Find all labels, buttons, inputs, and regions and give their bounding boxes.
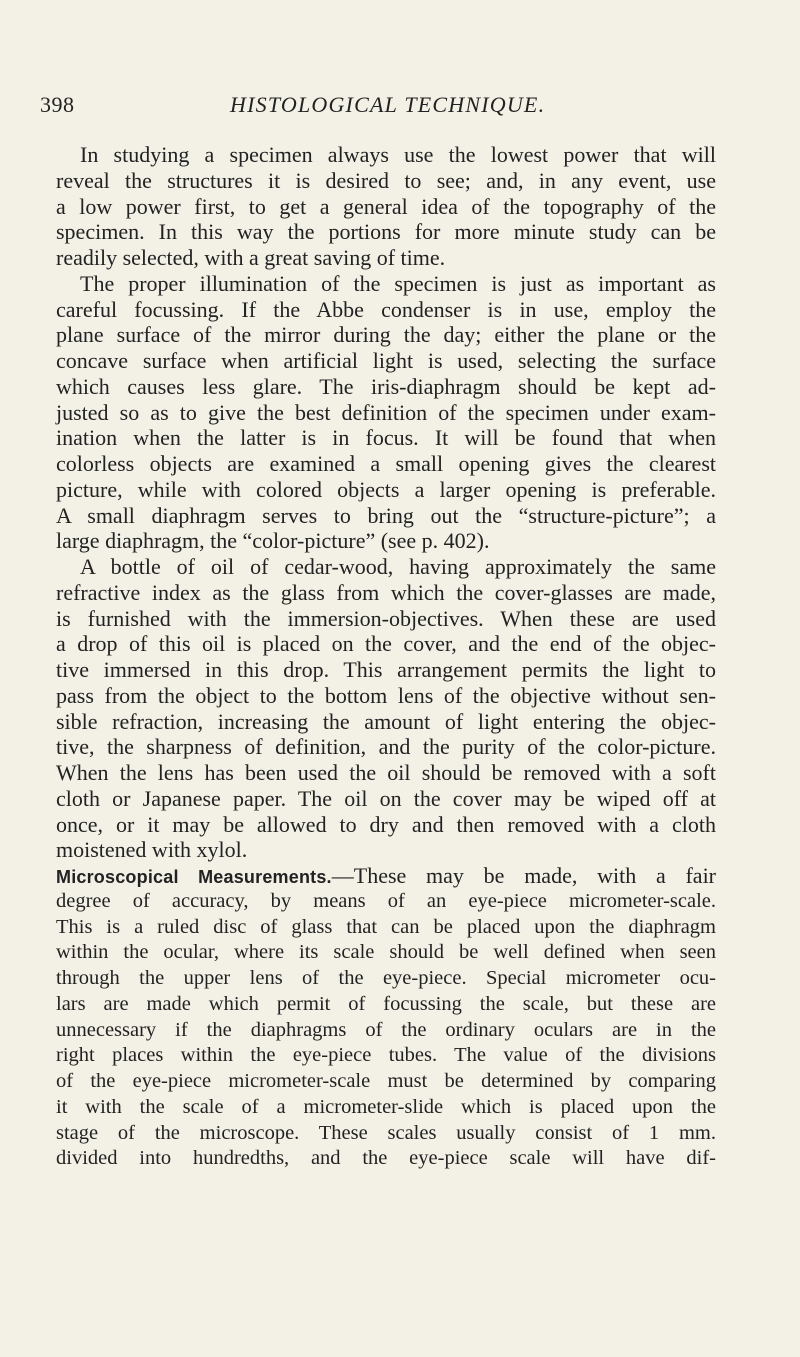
text-line: When the lens has been used the oil should be removed with a soft — [56, 760, 716, 785]
text-line: refractive index as the glass from which the cover-glasses are made, — [56, 579, 716, 605]
text-line: A bottle of oil of cedar-wood, having approximately the same — [80, 554, 716, 579]
text-line: cloth or Japanese paper. The oil on the cover may be wiped off at — [56, 785, 716, 811]
text-line: plane surface of the mirror during the day; either the plane or the — [56, 322, 716, 348]
text-line: pass from the object to the bottom lens of the objective without sen- — [56, 682, 716, 708]
text-line: careful focussing. If the Abbe condenser is in use, employ the — [56, 296, 716, 322]
text-line: of the eye-piece micrometer-scale must be determined by comparing — [56, 1070, 716, 1092]
text-line: A small diaphragm serves to bring out the “structure-picture”; a — [56, 502, 716, 528]
text-line: through the upper lens of the eye-piece. Special micrometer ocu- — [56, 967, 716, 989]
text-line: it with the scale of a micrometer-slide which is placed upon the — [56, 1095, 716, 1118]
text-line: sible refraction, increasing the amount of light entering the objec- — [56, 708, 716, 734]
text-line: In studying a specimen always use the lowest power that will — [80, 142, 716, 167]
text-line: is furnished with the immersion-objectives. When these are used — [56, 605, 716, 631]
line-text: —These may be made, with a fair — [331, 863, 717, 888]
running-head: HISTOLOGICAL TECHNIQUE. — [230, 92, 546, 117]
text-line — [56, 863, 716, 889]
text-line: reveal the structures it is desired to see; and, in any event, use — [56, 167, 716, 193]
text-line: colorless objects are examined a small opening gives the clearest — [56, 451, 716, 476]
text-line: moistened with xylol. — [56, 837, 248, 863]
text-line: a low power first, to get a general idea of the topography of the — [56, 193, 716, 219]
text-line: picture, while with colored objects a larger opening is preferable. — [56, 476, 716, 502]
text-line: large diaphragm, the “color-picture” (see p. 402). — [56, 528, 490, 554]
text-line: ination when the latter is in focus. It will be found that when — [56, 425, 716, 451]
text-line: lars are made which permit of focussing the scale, but these are — [56, 992, 716, 1015]
text-line: right places within the eye-piece tubes. The value of the divisions — [56, 1044, 716, 1067]
text-line: stage of the microscope. These scales usually consist of 1 mm. — [56, 1121, 716, 1144]
text-line: once, or it may be allowed to dry and then removed with a cloth — [56, 811, 716, 837]
text-line: a drop of this oil is placed on the cover, and the end of the objec- — [56, 631, 716, 657]
page-number: 398 — [40, 92, 75, 117]
text-line: degree of accuracy, by means of an eye-piece micrometer-scale. — [56, 889, 716, 912]
text-line: which causes less glare. The iris-diaphragm should be kept ad- — [56, 373, 716, 399]
text-line: within the ocular, where its scale should be well defined when seen — [56, 941, 716, 964]
body-text — [56, 142, 716, 1172]
page-header — [40, 92, 760, 126]
text-line: tive, the sharpness of definition, and the purity of the color-picture. — [56, 734, 716, 760]
text-line: justed so as to give the best definition of the specimen under exam- — [56, 399, 716, 425]
text-line: unnecessary if the diaphragms of the ordinary oculars are in the — [56, 1018, 716, 1041]
text-line: specimen. In this way the portions for more minute study can be — [56, 219, 716, 245]
text-line: The proper illumination of the specimen is just as important as — [80, 270, 716, 296]
text-line: divided into hundredths, and the eye-piece scale will have dif- — [56, 1147, 716, 1170]
text-line: concave surface when artificial light is used, selecting the surface — [56, 348, 716, 373]
section-heading: Microscopical Measurements. — [56, 867, 332, 887]
text-line: readily selected, with a great saving of time. — [56, 245, 446, 270]
text-line: tive immersed in this drop. This arrangement permits the light to — [56, 657, 716, 682]
text-line: This is a ruled disc of glass that can be placed upon the diaphragm — [56, 915, 716, 938]
